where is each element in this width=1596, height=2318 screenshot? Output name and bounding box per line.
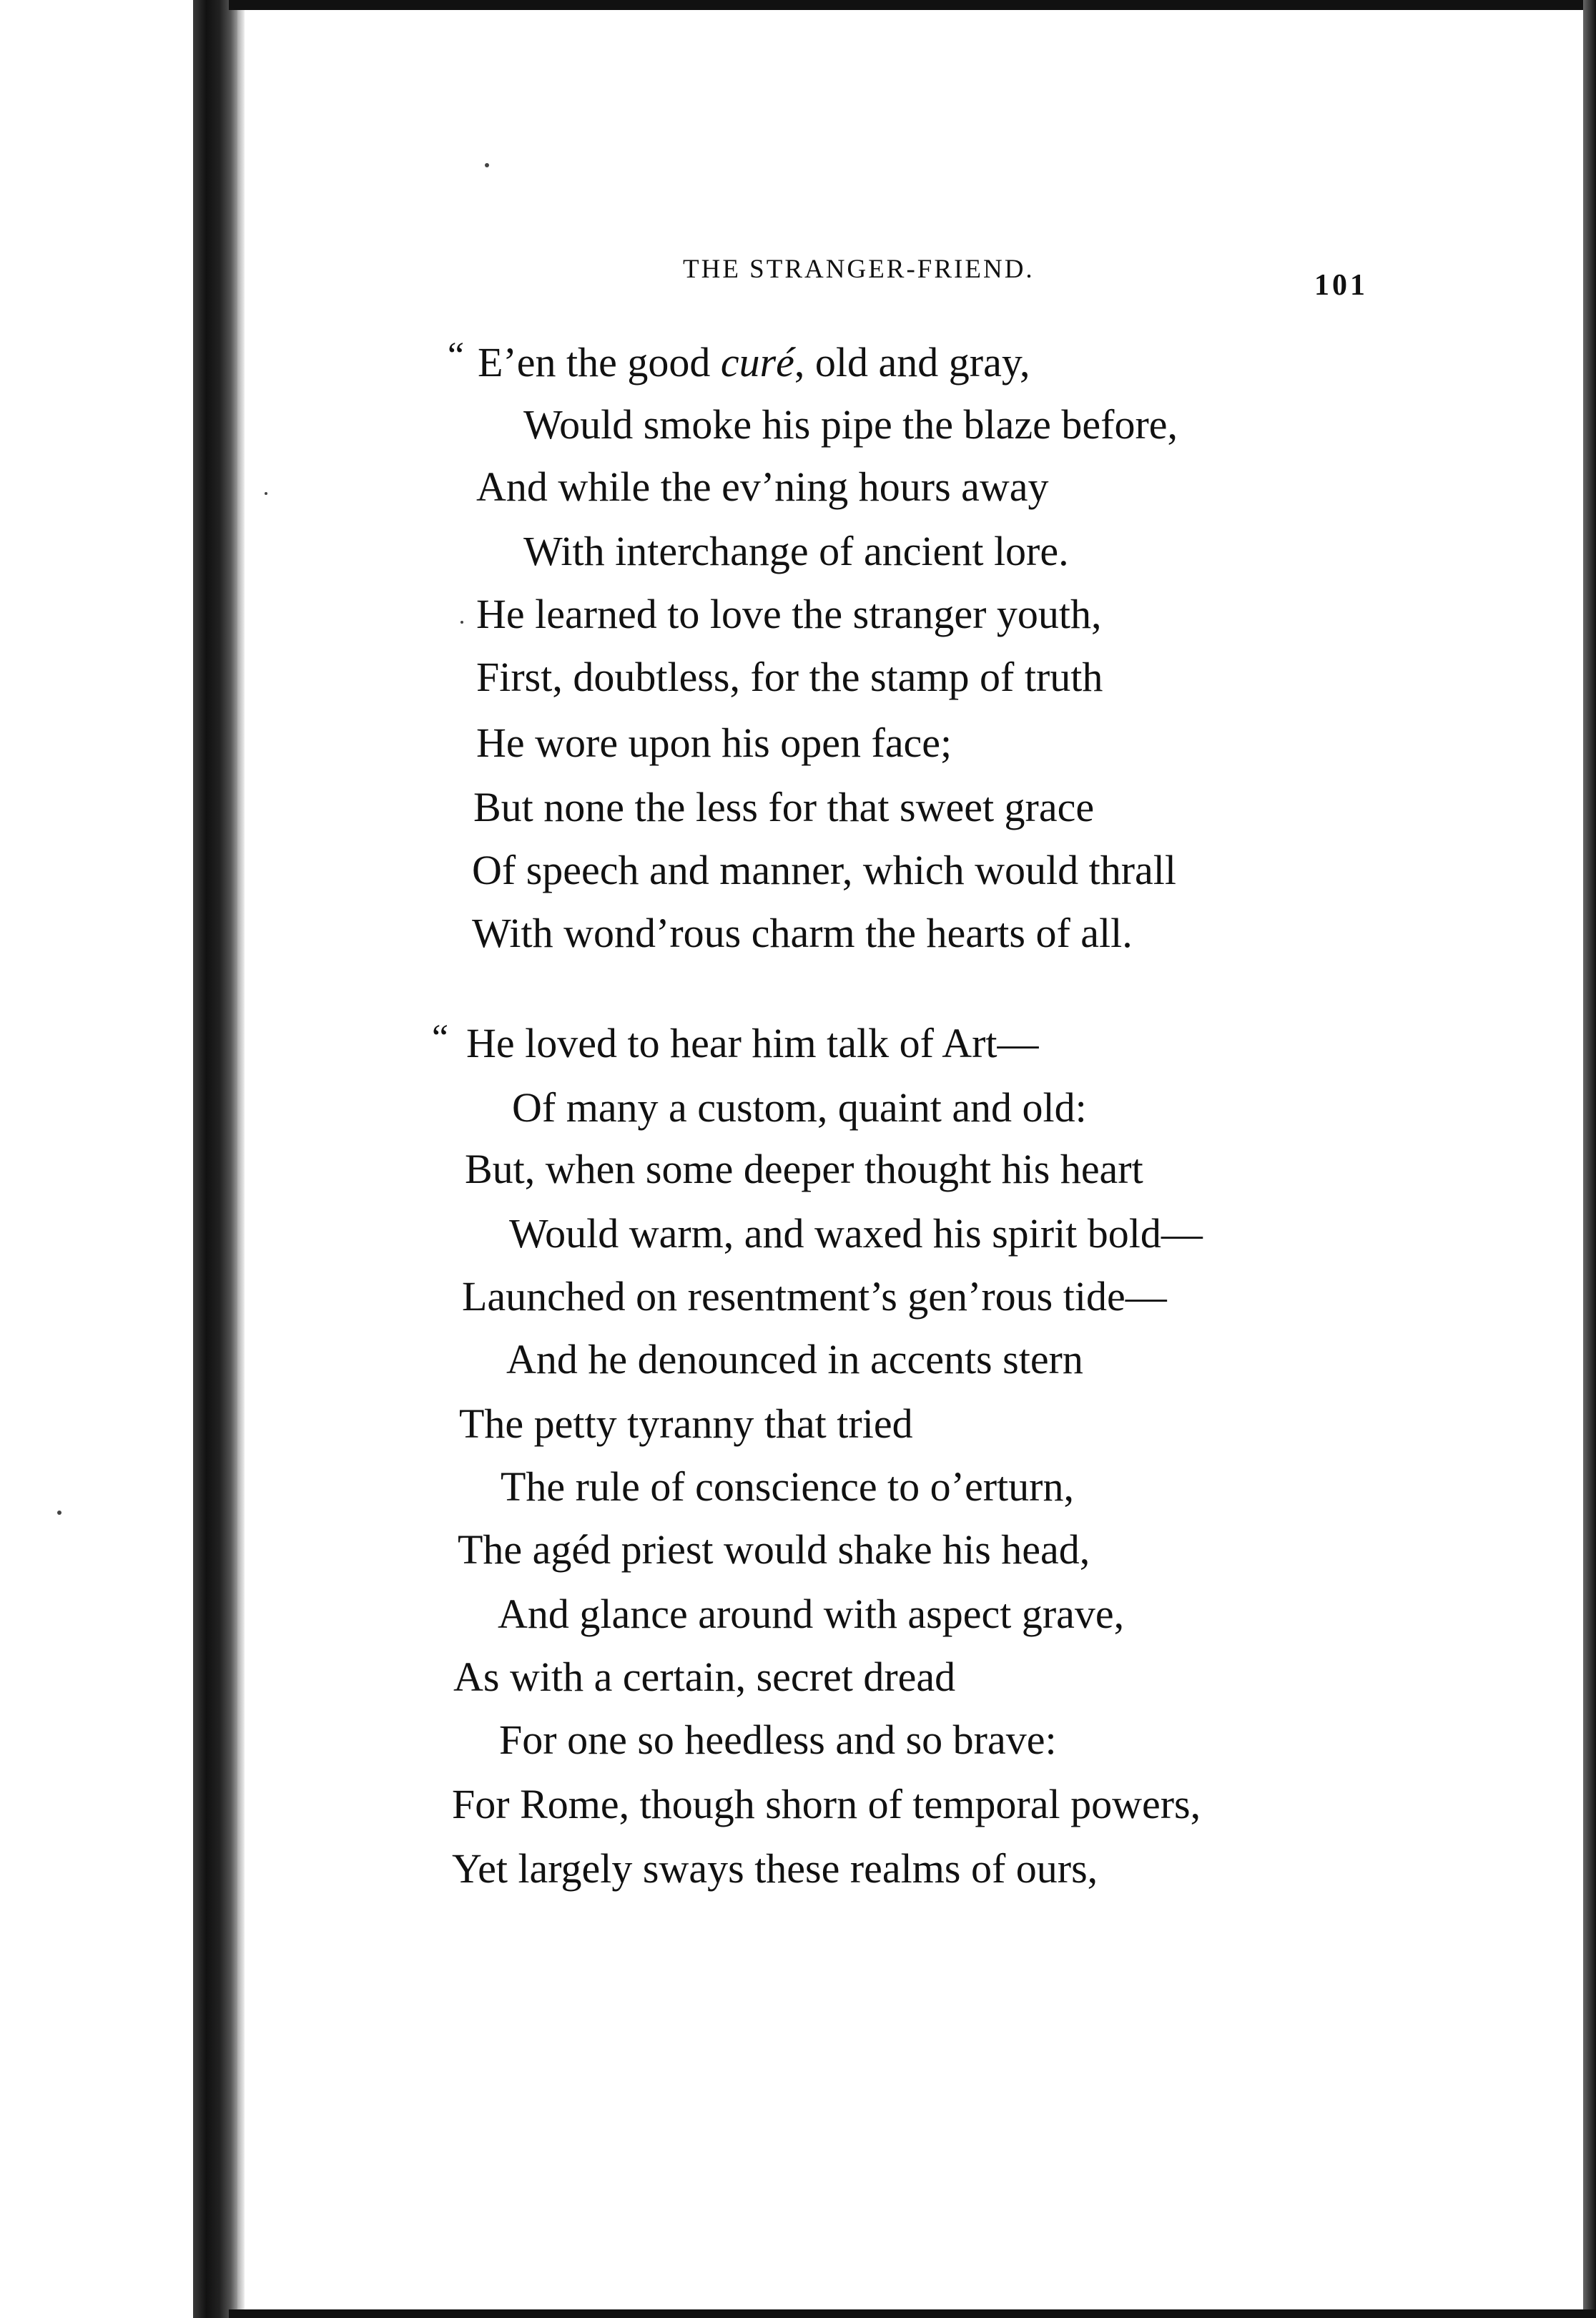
poem-line: He loved to hear him talk of Art— [466, 1020, 1039, 1066]
poem-line: Would warm, and waxed his spirit bold— [509, 1210, 1203, 1257]
poem-line: For Rome, though shorn of temporal powers, [452, 1781, 1201, 1827]
scan-speck [57, 1511, 61, 1515]
poem-line: Launched on resentment’s gen’rous tide— [462, 1273, 1167, 1320]
poem-line: First, doubtless, for the stamp of truth [476, 654, 1103, 700]
poem-line: And glance around with aspect grave, [498, 1591, 1125, 1637]
poem-line: But none the less for that sweet grace [473, 784, 1095, 830]
scan-bottom-edge [229, 2309, 1596, 2318]
scan-right-edge [1583, 0, 1596, 2318]
poem-line: He learned to love the stranger youth, [476, 591, 1102, 637]
poem-line: Would smoke his pipe the blaze before, [523, 401, 1178, 448]
poem-line: For one so heedless and so brave: [499, 1717, 1057, 1763]
scan-speck [485, 163, 489, 167]
book-gutter-fade [237, 0, 245, 2318]
poem-line: As with a certain, secret dread [453, 1654, 956, 1700]
poem-line: And he denounced in accents stern [506, 1336, 1083, 1383]
poem-line: The petty tyranny that tried [459, 1400, 913, 1447]
poem-line: The agéd priest would shake his head, [458, 1526, 1090, 1573]
left-page-margin [0, 0, 215, 2318]
poem-line: With interchange of ancient lore. [523, 528, 1069, 574]
scan-speck [460, 621, 463, 624]
poem-line: Of many a custom, quaint and old: [512, 1084, 1087, 1131]
poem-line: Of speech and manner, which would thrall [472, 847, 1176, 893]
poem-line: Yet largely sways these realms of ours, [452, 1845, 1098, 1892]
page-number: 101 [1314, 269, 1368, 302]
poem-line: He wore upon his open face; [476, 720, 952, 766]
scan-speck [265, 492, 267, 495]
opening-quote: “ [432, 1018, 449, 1059]
poem-line: E’en the good curé, old and gray, [478, 339, 1030, 385]
italic-word: curé [720, 339, 794, 385]
running-head: THE STRANGER-FRIEND. [683, 255, 1035, 284]
poem-line: But, when some deeper thought his heart [465, 1146, 1143, 1192]
poem-line: With wond’rous charm the hearts of all. [472, 910, 1133, 956]
opening-quote: “ [448, 335, 465, 376]
poem-line: The rule of conscience to o’erturn, [501, 1463, 1074, 1510]
poem-line: And while the ev’ning hours away [476, 463, 1049, 510]
book-gutter-shadow [193, 0, 237, 2318]
scan-top-edge [229, 0, 1596, 10]
